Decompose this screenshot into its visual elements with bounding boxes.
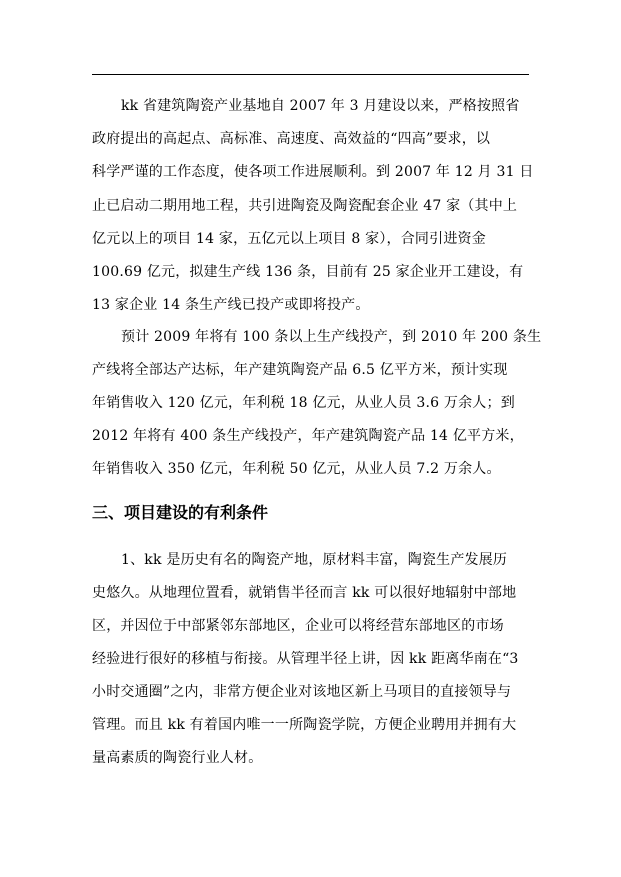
header-rule	[92, 74, 529, 75]
section-heading: 三、项目建设的有利条件	[92, 503, 269, 522]
paragraph-2-line-3: 年销售收入 120 亿元，年利税 18 亿元，从业人员 3.6 万余人；到	[92, 395, 515, 411]
paragraph-1-line-6: 100.69 亿元，拟建生产线 136 条，目前有 25 家企业开工建设，有	[92, 264, 524, 280]
paragraph-2-line-1: 预计 2009 年将有 100 条以上生产线投产，到 2010 年 200 条生	[121, 329, 542, 345]
paragraph-3-line-1: 1、kk 是历史有名的陶瓷产地，原材料丰富，陶瓷生产发展历	[121, 552, 508, 568]
paragraph-3-line-5: 小时交通圈”之内，非常方便企业对该地区新上马项目的直接领导与	[92, 684, 512, 700]
paragraph-1-line-5: 亿元以上的项目 14 家，五亿元以上项目 8 家），合同引进资金	[92, 231, 486, 247]
paragraph-1-line-4: 止已启动二期用地工程，共引进陶瓷及陶瓷配套企业 47 家（其中上	[92, 198, 518, 214]
paragraph-3-line-2: 史悠久。从地理位置看，就销售半径而言 kk 可以很好地辐射中部地	[92, 585, 517, 601]
paragraph-3-line-6: 管理。而且 kk 有着国内唯一一所陶瓷学院，方便企业聘用并拥有大	[92, 717, 517, 733]
paragraph-1-line-7: 13 家企业 14 条生产线已投产或即将投产。	[92, 297, 370, 313]
paragraph-2-line-5: 年销售收入 350 亿元，年利税 50 亿元，从业人员 7.2 万余人。	[92, 461, 501, 477]
paragraph-2-line-2: 产线将全部达产达标，年产建筑陶瓷产品 6.5 亿平方米，预计实现	[92, 362, 508, 378]
paragraph-1-line-2: 政府提出的高起点、高标准、高速度、高效益的“四高”要求，以	[92, 131, 491, 147]
paragraph-1-line-3: 科学严谨的工作态度，使各项工作进展顺利。到 2007 年 12 月 31 日	[92, 164, 534, 180]
paragraph-1-line-1: kk 省建筑陶瓷产业基地自 2007 年 3 月建设以来，严格按照省	[121, 98, 520, 114]
paragraph-3-line-7: 量高素质的陶瓷行业人材。	[92, 750, 263, 766]
paragraph-3-line-4: 经验进行很好的移植与衔接。从管理半径上讲，因 kk 距离华南在“3	[92, 651, 519, 667]
paragraph-3-line-3: 区，并因位于中部紧邻东部地区，企业可以将经营东部地区的市场	[92, 618, 504, 634]
paragraph-2-line-4: 2012 年将有 400 条生产线投产，年产建筑陶瓷产品 14 亿平方米，	[92, 428, 524, 444]
